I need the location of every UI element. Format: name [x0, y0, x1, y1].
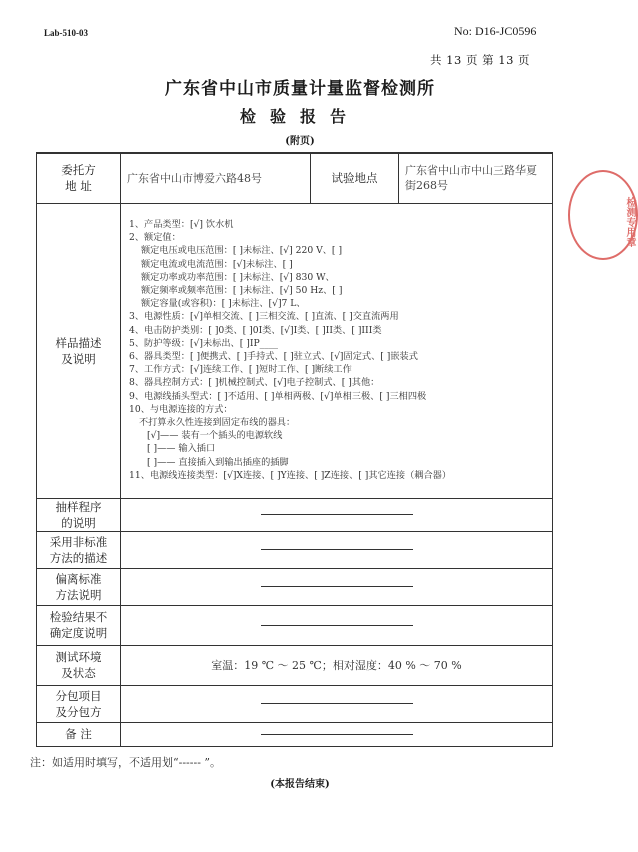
sample-item: 额定电流或电流范围：[√]未标注、[ ]: [141, 258, 293, 270]
deviation-label: [37, 568, 121, 605]
sample-description-label: [37, 203, 121, 498]
deviation-value: [121, 568, 553, 605]
sample-item: 2、额定值：: [129, 232, 181, 244]
label-line: 抽样程序: [55, 499, 102, 514]
label-line: 及说明: [61, 351, 96, 366]
sampling-row: [37, 498, 553, 531]
client-address-label: [37, 153, 121, 203]
label-line: 及状态: [61, 666, 96, 680]
label-line: 地 址: [65, 179, 92, 194]
client-address-value: 广东省中山市博爱六路48号: [121, 153, 311, 203]
sample-item: [√]—— 装有一个插头的电源软线: [147, 430, 283, 442]
appendix-label: (附页): [285, 136, 315, 147]
sample-item: 5、防护等级：[√]未标出、[ ]IP____: [129, 337, 279, 349]
subcontract-row: [37, 685, 553, 722]
sample-item: 4、电击防护类别：[ ]0类、[ ]0I类、[√]I类、[ ]II类、[ ]III类: [129, 324, 382, 336]
uncertainty-value: [121, 605, 553, 645]
sample-item: 额定电压或电压范围：[ ]未标注、[√] 220 V、[ ]: [141, 245, 343, 257]
sample-item: [ ]—— 直接插入到输出插座的插脚: [147, 456, 289, 468]
report-number: No: D16-JC0596: [454, 24, 537, 38]
remark-label: 备 注: [37, 722, 121, 746]
label-line: 方法的描述: [49, 550, 108, 565]
uncertainty-row: [37, 605, 553, 645]
label-line: 的说明: [61, 515, 96, 530]
label-line: 委托方: [61, 163, 96, 178]
label-line: 测试环境: [55, 650, 102, 664]
sample-item: 10、与电源连接的方式：: [129, 403, 233, 415]
sample-item: [ ]—— 输入插口: [147, 443, 216, 455]
official-stamp: 检测专用章: [568, 170, 638, 260]
sample-item: 8、器具控制方式：[ ]机械控制式、[√]电子控制式、[ ]其他：: [129, 377, 380, 389]
blank-line: [261, 586, 413, 587]
subcontract-label: [37, 685, 121, 722]
end-of-report: (本报告结束): [270, 779, 330, 790]
page-info: 共 13 页 第 13 页: [430, 53, 531, 67]
label-line: 样品描述: [55, 335, 102, 350]
label-line: 检验结果不: [49, 610, 108, 624]
sample-item: 9、电源线插头型式：[ ]不适用、[ ]单相两极、[√]单相三极、[ ]三相四极: [129, 390, 427, 402]
form-code: Lab-510-03: [44, 28, 89, 38]
footnote: 注：如适用时填写，不适用划“------ ”。: [30, 756, 222, 769]
environment-value: 室温：19 ℃ ～ 25 ℃；相对湿度：40 % ～ 70 %: [121, 645, 553, 685]
nonstandard-value: [121, 531, 553, 568]
sample-item: 6、器具类型：[ ]便携式、[ ]手持式、[ ]驻立式、[√]固定式、[ ]嵌装式: [129, 351, 418, 362]
remark-value: [121, 722, 553, 746]
sample-description-row: [37, 203, 553, 498]
nonstandard-label: [37, 531, 121, 568]
label-line: 采用非标准: [49, 534, 108, 549]
subcontract-value: [121, 685, 553, 722]
blank-line: [261, 514, 413, 515]
nonstandard-row: [37, 531, 553, 568]
environment-row: [37, 645, 553, 685]
sample-item: 3、电源性质：[√]单相交流、[ ]三相交流、[ ]直流、[ ]交直流两用: [129, 311, 399, 323]
blank-line: [261, 549, 413, 550]
blank-line: [261, 703, 413, 704]
sampling-label: [37, 498, 121, 531]
remark-row: [37, 722, 553, 746]
test-site-label: 试验地点: [311, 153, 399, 203]
label-line: 及分包方: [55, 704, 102, 719]
label-line: 方法说明: [55, 587, 102, 602]
deviation-row: [37, 568, 553, 605]
blank-line: [261, 734, 413, 735]
blank-line: [261, 625, 413, 626]
sample-item: 额定功率或功率范围：[ ]未标注、[√] 830 W、: [141, 271, 335, 283]
sample-items: [121, 203, 553, 498]
uncertainty-label: [37, 605, 121, 645]
label-line: 偏离标准: [55, 571, 102, 586]
report-table: [36, 152, 553, 747]
sampling-value: [121, 498, 553, 531]
organization-title: 广东省中山市质量计量监督检测所: [165, 79, 435, 99]
sample-item: 不打算永久性连接到固定布线的器具：: [139, 417, 296, 429]
sample-item: 7、工作方式：[√]连续工作、[ ]短时工作、[ ]断续工作: [129, 364, 352, 376]
environment-label: [37, 645, 121, 685]
sample-item: 额定频率或频率范围：[ ]未标注、[√] 50 Hz、[ ]: [141, 284, 343, 296]
label-line: 分包项目: [55, 688, 102, 703]
sample-item: 额定容量(或容积)：[ ]未标注、[√]7 L、: [141, 298, 306, 310]
sample-item: 1、产品类型：[√] 饮水机: [129, 218, 234, 230]
client-address-row: [37, 153, 553, 203]
document-title: 检验报告: [239, 107, 360, 126]
label-line: 确定度说明: [49, 626, 108, 640]
test-site-value: 广东省中山市中山三路华夏街268号: [399, 153, 553, 203]
sample-item: 11、电源线连接类型：[√]X连接、[ ]Y连接、[ ]Z连接、[ ]其它连接（耦合器）: [129, 469, 452, 481]
sample-items-list: [129, 218, 552, 482]
